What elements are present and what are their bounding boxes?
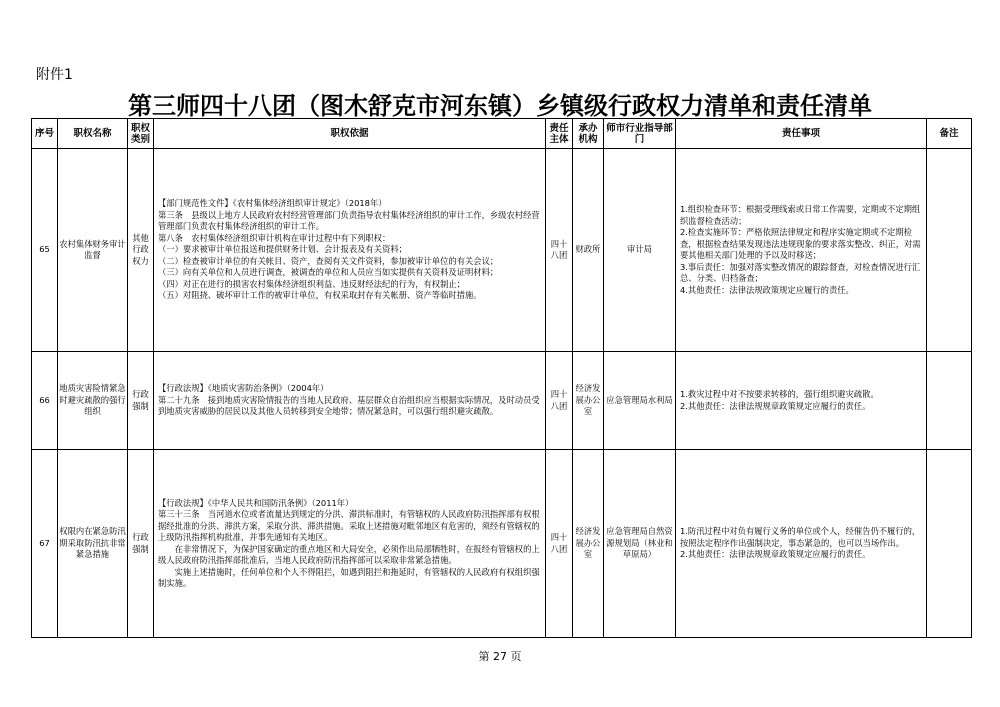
row-duties xyxy=(676,352,927,450)
power-list-table xyxy=(31,118,972,638)
basis-line: 【行政法规】《地质灾害防治条例》（2004年） xyxy=(158,383,329,394)
header-seq: 序号 xyxy=(32,119,58,149)
basis-line: （三）向有关单位和人员进行调查，被调查的单位和人员应当如实提供有关资料及证明材料； xyxy=(158,267,499,278)
basis-line: （二）检查被审计单位的有关帐目、资产，查阅有关文件资料，参加被审计单位的有关会议； xyxy=(158,255,499,266)
duty-line: 2.其他责任：法律法规规章政策规定应履行的责任。 xyxy=(680,400,871,411)
row-basis xyxy=(154,352,546,450)
row-dept: 应急管理局自然资源规划局（林业和草原局） xyxy=(604,450,676,638)
duty-line: 1.组织检查环节：根据受理线索或日常工作需要，定期或不定期组织监督检查活动； xyxy=(680,204,921,226)
header-notes: 备注 xyxy=(927,119,972,149)
row-seq: 67 xyxy=(32,450,58,638)
header-org: 承办机构 xyxy=(573,119,604,149)
duty-line: 2.检查实施环节：严格依照法律规定和程序实施定期或不定期检查，根据检查结果发现违法违规现象的要求落实整改、纠正，对需要其他相关部门处理的予以及时移送； xyxy=(680,227,921,260)
row-duties xyxy=(676,450,927,638)
row-subject: 四十八团 xyxy=(546,450,573,638)
row-duties xyxy=(676,149,927,352)
row-seq: 66 xyxy=(32,352,58,450)
basis-line: 实施上述措施时，任何单位和个人不得阻拦，如遇到阻拦和拖延时，有管辖权的人民政府有权组织强制实施。 xyxy=(158,566,540,588)
row-basis xyxy=(154,450,546,638)
row-power-name: 权限内在紧急防汛期采取防汛抗非常紧急措施 xyxy=(58,450,128,638)
row-notes xyxy=(927,149,972,352)
row-power-name: 农村集体财务审计监督 xyxy=(58,149,128,352)
basis-line: 【部门规范性文件】《农村集体经济组织审计规定》（2018年） xyxy=(158,198,387,209)
basis-line: （四）对正在进行的损害农村集体经济组织利益、违反财经法纪的行为，有权制止； xyxy=(158,278,465,289)
row-org: 财政所 xyxy=(573,149,604,352)
row-category: 其他行政权力 xyxy=(128,149,154,352)
row-power-name: 地质灾害险情紧急时避灾疏散的强行组织 xyxy=(58,352,128,450)
header-row xyxy=(32,119,972,149)
row-dept: 应急管理局水利局 xyxy=(604,352,676,450)
row-category: 行政强制 xyxy=(128,352,154,450)
row-dept: 审计局 xyxy=(604,149,676,352)
duty-line: 4.其他责任：法律法规政策规定应履行的责任。 xyxy=(680,284,854,295)
row-subject: 四十八团 xyxy=(546,149,573,352)
row-org: 经济发展办公室 xyxy=(573,450,604,638)
header-dept: 师市行业指导部门 xyxy=(604,119,676,149)
row-basis xyxy=(154,149,546,352)
header-name: 职权名称 xyxy=(58,119,128,149)
row-seq: 65 xyxy=(32,149,58,352)
table-row xyxy=(32,450,972,638)
duty-line: 2.其他责任：法律法规规章政策规定应履行的责任。 xyxy=(680,549,871,560)
duty-line: 1.救灾过程中对不按要求转移的，强行组织避灾疏散。 xyxy=(680,389,879,399)
row-org: 经济发展办公室 xyxy=(573,352,604,450)
row-notes xyxy=(927,352,972,450)
row-subject: 四十八团 xyxy=(546,352,573,450)
row-category: 行政强制 xyxy=(128,450,154,638)
row-notes xyxy=(927,450,972,638)
document-title: 第三师四十八团（图木舒克市河东镇）乡镇级行政权力清单和责任清单 xyxy=(128,91,872,120)
attachment-label: 附件1 xyxy=(36,67,73,83)
basis-line: 第二十九条 接到地质灾害险情报告的当地人民政府、基层群众自治组织应当根据实际情况，及时动员受到地质灾害威胁的居民以及其他人员转移到安全地带；情况紧急时，可以强行组织避灾疏散。 xyxy=(158,394,540,417)
header-basis: 职权依据 xyxy=(154,119,546,149)
table-row xyxy=(32,149,972,352)
basis-line: （五）对阻挠、破坏审计工作的被审计单位，有权采取封存有关帐册、资产等临时措施。 xyxy=(158,290,482,301)
page-number: 第 27 页 xyxy=(478,650,522,663)
basis-line: （一）要求被审计单位报送和提供财务计划、会计报表及有关资料； xyxy=(158,244,407,255)
basis-line: 第三十三条 当河道水位或者流量达到规定的分洪、滞洪标准时，有管辖权的人民政府防汛指挥部有权根据经批准的分洪、滞洪方案，采取分洪、滞洪措施。采取上述措施对毗邻地区有危害的，须经有管辖权的上级防汛指挥机构批准，并事先通知有关地区。 xyxy=(158,509,540,542)
basis-line: 在非常情况下，为保护国家确定的重点地区和大局安全，必须作出局部牺牲时，在报经有管辖权的上级人民政府防汛指挥部批准后，当地人民政府防汛指挥部可以采取非常紧急措施。 xyxy=(158,543,540,565)
table-row xyxy=(32,352,972,450)
basis-line: 第八条 农村集体经济组织审计机构在审计过程中有下列职权： xyxy=(158,232,391,243)
duty-line: 3.事后责任：加强对落实整改情况的跟踪督查，对检查情况进行汇总、分类、归档备查； xyxy=(680,261,921,283)
header-duties: 责任事项 xyxy=(676,119,927,149)
header-subject: 责任主体 xyxy=(546,119,573,149)
header-category: 职权类别 xyxy=(128,119,154,149)
duty-line: 1.防汛过程中对负有履行义务的单位或个人，经催告仍不履行的，按照法定程序作出强制决定，事态紧急的，也可以当场作出。 xyxy=(680,526,921,548)
basis-line: 第三条 县级以上地方人民政府农村经营管理部门负责指导农村集体经济组织的审计工作，乡级农村经营管理部门负责农村集体经济组织的审计工作。 xyxy=(158,209,540,232)
basis-line: 【行政法规】《中华人民共和国防汛条例》（2011年） xyxy=(158,497,354,508)
